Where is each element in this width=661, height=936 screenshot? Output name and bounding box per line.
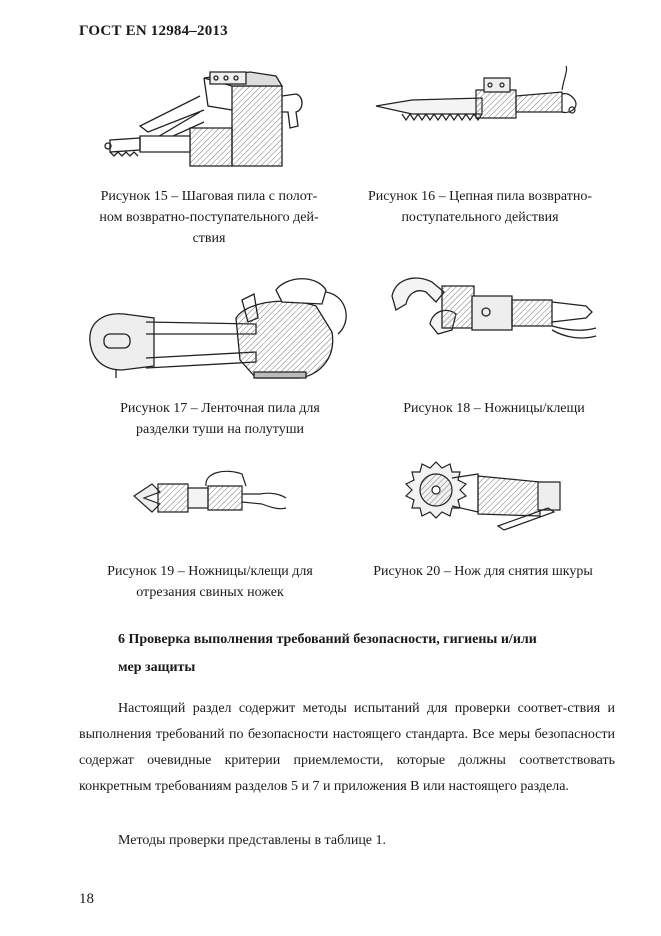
figure-17-band-saw	[86, 272, 354, 384]
figure-18-caption	[374, 398, 614, 419]
figure-15-caption-line3: ствия	[192, 231, 226, 246]
section-paragraph-2: Методы проверки представлены в таблице 1.	[118, 833, 387, 848]
figure-17-caption	[82, 398, 358, 440]
figure-20-skinning-knife	[398, 456, 570, 548]
figure-19-caption-line2: отрезания свиных ножек	[136, 585, 284, 600]
figure-19-trotter-shears	[130, 466, 290, 522]
figure-15-caption-line1: Рисунок 15 – Шаговая пила с полот-	[100, 189, 318, 204]
figure-16-caption-line2: поступательного действия	[401, 210, 559, 225]
figure-20-caption	[352, 561, 614, 582]
figure-18-caption-line1: Рисунок 18 – Ножницы/клещи	[403, 401, 585, 416]
section-title-line2: мер защиты	[118, 660, 196, 675]
figure-20-caption-line1: Рисунок 20 – Нож для снятия шкуры	[373, 564, 593, 579]
figure-17-caption-line1: Рисунок 17 – Ленточная пила для	[120, 401, 320, 416]
document-header: ГОСТ EN 12984–2013	[79, 23, 228, 39]
figure-16-caption	[345, 186, 615, 228]
figure-19-caption	[82, 561, 338, 603]
figure-17-caption-line2: разделки туши на полутуши	[135, 422, 305, 437]
figure-15-reciprocating-saw	[100, 66, 310, 176]
figure-15-caption	[66, 186, 352, 249]
figure-16-caption-line1: Рисунок 16 – Цепная пила возвратно-	[367, 189, 593, 204]
page-number: 18	[79, 891, 94, 907]
section-paragraph-1: Настоящий раздел содержит методы испытаний для проверки соответ-ствия и выполнения требований по безопасности настоящего стандарта. Все меры безопасности содержат очевидные критерии приемлемости, которые должны соответствовать конкретным требованиям разделов 5 и 7 и приложения В или настоящего раздела.	[79, 701, 615, 794]
figure-19-caption-line1: Рисунок 19 – Ножницы/клещи для	[107, 564, 313, 579]
figure-15-caption-line2: ном возвратно-поступательного дей-	[99, 210, 319, 225]
figure-18-shears	[386, 272, 601, 352]
figure-16-chain-saw	[372, 64, 587, 132]
section-title-line1: 6 Проверка выполнения требований безопасности, гигиены и/или	[118, 632, 537, 647]
section-heading	[118, 626, 618, 682]
